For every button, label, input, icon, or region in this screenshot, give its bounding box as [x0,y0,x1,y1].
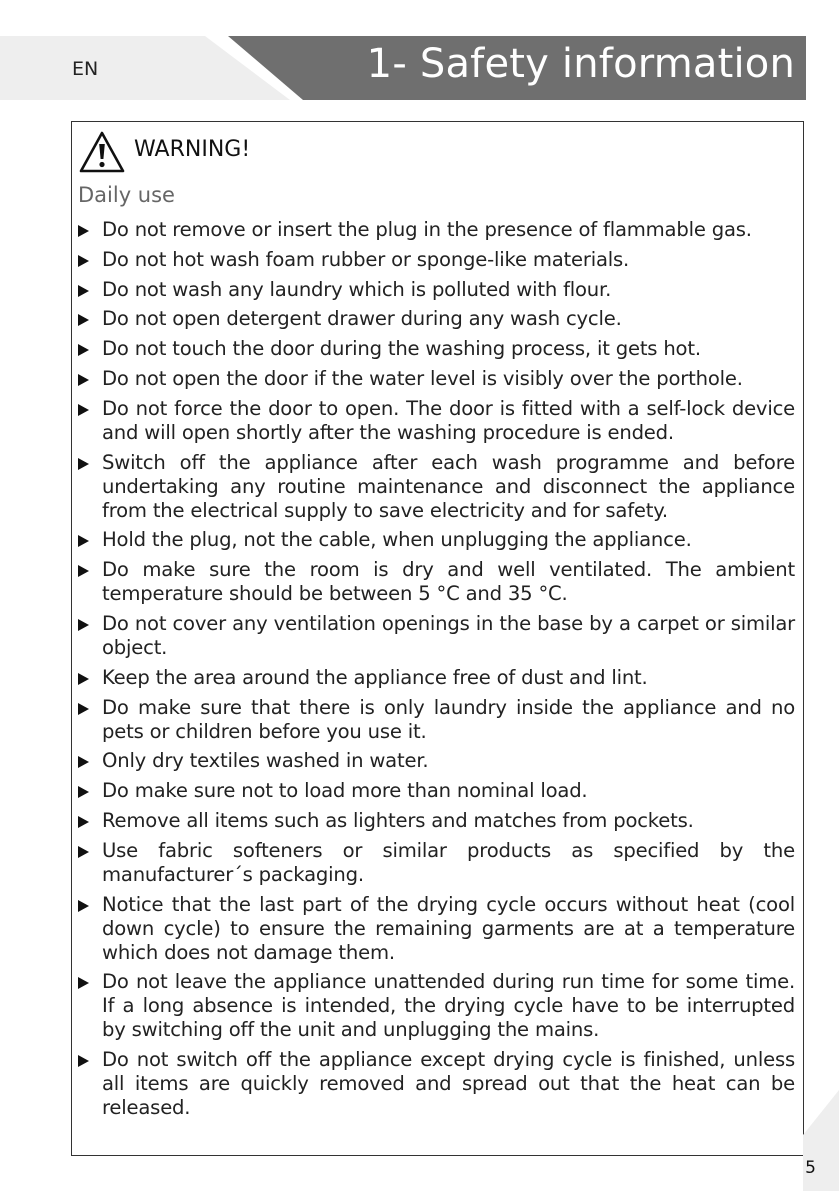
list-item [72,696,805,744]
list-item [72,278,805,302]
list-item [72,451,805,523]
list-item [72,893,805,965]
bullet-arrow-icon [78,756,89,768]
list-item-text: Do make sure the room is dry and well ventilated. The ambient temperature should be between 5 °C and 35 °C. [102,558,795,606]
list-item [72,367,805,391]
list-item-text: Switch off the appliance after each wash programme and before undertaking any routine maintenance and disconnect the appliance from the electrical supply to save electricity and for safety. [102,450,795,522]
list-item [72,612,805,660]
list-item [72,248,805,272]
bullet-arrow-icon [78,786,89,798]
bullet-arrow-icon [78,285,89,297]
list-item-text: Notice that the last part of the drying cycle occurs without heat (cool down cycle) to ensure the remaining garments are at a temperature which does not damage them. [102,892,795,964]
list-item [72,839,805,887]
page-title: 1- Safety information [366,41,795,87]
safety-list [72,218,805,1126]
list-item-text: Do not open detergent drawer during any wash cycle. [102,307,622,331]
language-label: EN [72,58,99,80]
list-item-text: Do not wash any laundry which is polluted with flour. [102,277,612,301]
bullet-arrow-icon [78,458,89,470]
list-item [72,970,805,1042]
list-item-text: Use fabric softeners or similar products as specified by the manufacturer´s packaging. [102,838,795,886]
bullet-arrow-icon [78,535,89,547]
bullet-arrow-icon [78,1055,89,1067]
list-item-text: Hold the plug, not the cable, when unplugging the appliance. [102,528,692,552]
list-item-text: Do not switch off the appliance except drying cycle is finished, unless all items are quickly removed and spread out that the heat can be released. [102,1048,795,1120]
warning-triangle-icon [78,130,126,174]
list-item-text: Do not force the door to open. The door is fitted with a self-lock device and will open shortly after the washing procedure is ended. [102,396,795,444]
list-item [72,666,805,690]
bullet-arrow-icon [78,703,89,715]
warning-box [71,121,804,1156]
list-item [72,307,805,331]
list-item [72,528,805,552]
list-item-text: Do not open the door if the water level is visibly over the porthole. [102,366,743,390]
list-item [72,1048,805,1120]
warning-heading: WARNING! [134,137,251,162]
list-item-text: Do not hot wash foam rubber or sponge-like materials. [102,247,630,271]
bullet-arrow-icon [78,255,89,267]
page-number: 5 [805,1158,816,1178]
list-item-text: Do not leave the appliance unattended during run time for some time. If a long absence is intended, the drying cycle have to be interrupted by switching off the unit and unplugging the mains. [102,970,795,1042]
bullet-arrow-icon [78,619,89,631]
list-item-text: Do not remove or insert the plug in the presence of flammable gas. [102,218,752,241]
list-item [72,779,805,803]
bullet-arrow-icon [78,846,89,858]
bullet-arrow-icon [78,314,89,326]
list-item-text: Keep the area around the appliance free of dust and lint. [102,665,648,689]
bullet-arrow-icon [78,404,89,416]
list-item-text: Do not cover any ventilation openings in the base by a carpet or similar object. [102,611,795,659]
bullet-arrow-icon [78,565,89,577]
list-item [72,337,805,361]
list-item [72,218,805,242]
bullet-arrow-icon [78,900,89,912]
list-item [72,749,805,773]
list-item [72,809,805,833]
list-item [72,558,805,606]
list-item-text: Do not touch the door during the washing process, it gets hot. [102,337,701,361]
bullet-arrow-icon [78,374,89,386]
bullet-arrow-icon [78,977,89,989]
bullet-arrow-icon [78,344,89,356]
list-item-text: Do make sure not to load more than nominal load. [102,779,588,803]
bullet-arrow-icon [78,673,89,685]
bullet-arrow-icon [78,225,89,237]
section-subheading: Daily use [78,183,175,207]
list-item [72,397,805,445]
list-item-text: Only dry textiles washed in water. [102,749,429,773]
list-item-text: Remove all items such as lighters and matches from pockets. [102,808,694,832]
list-item-text: Do make sure that there is only laundry inside the appliance and no pets or children before you use it. [102,695,795,743]
bullet-arrow-icon [78,816,89,828]
